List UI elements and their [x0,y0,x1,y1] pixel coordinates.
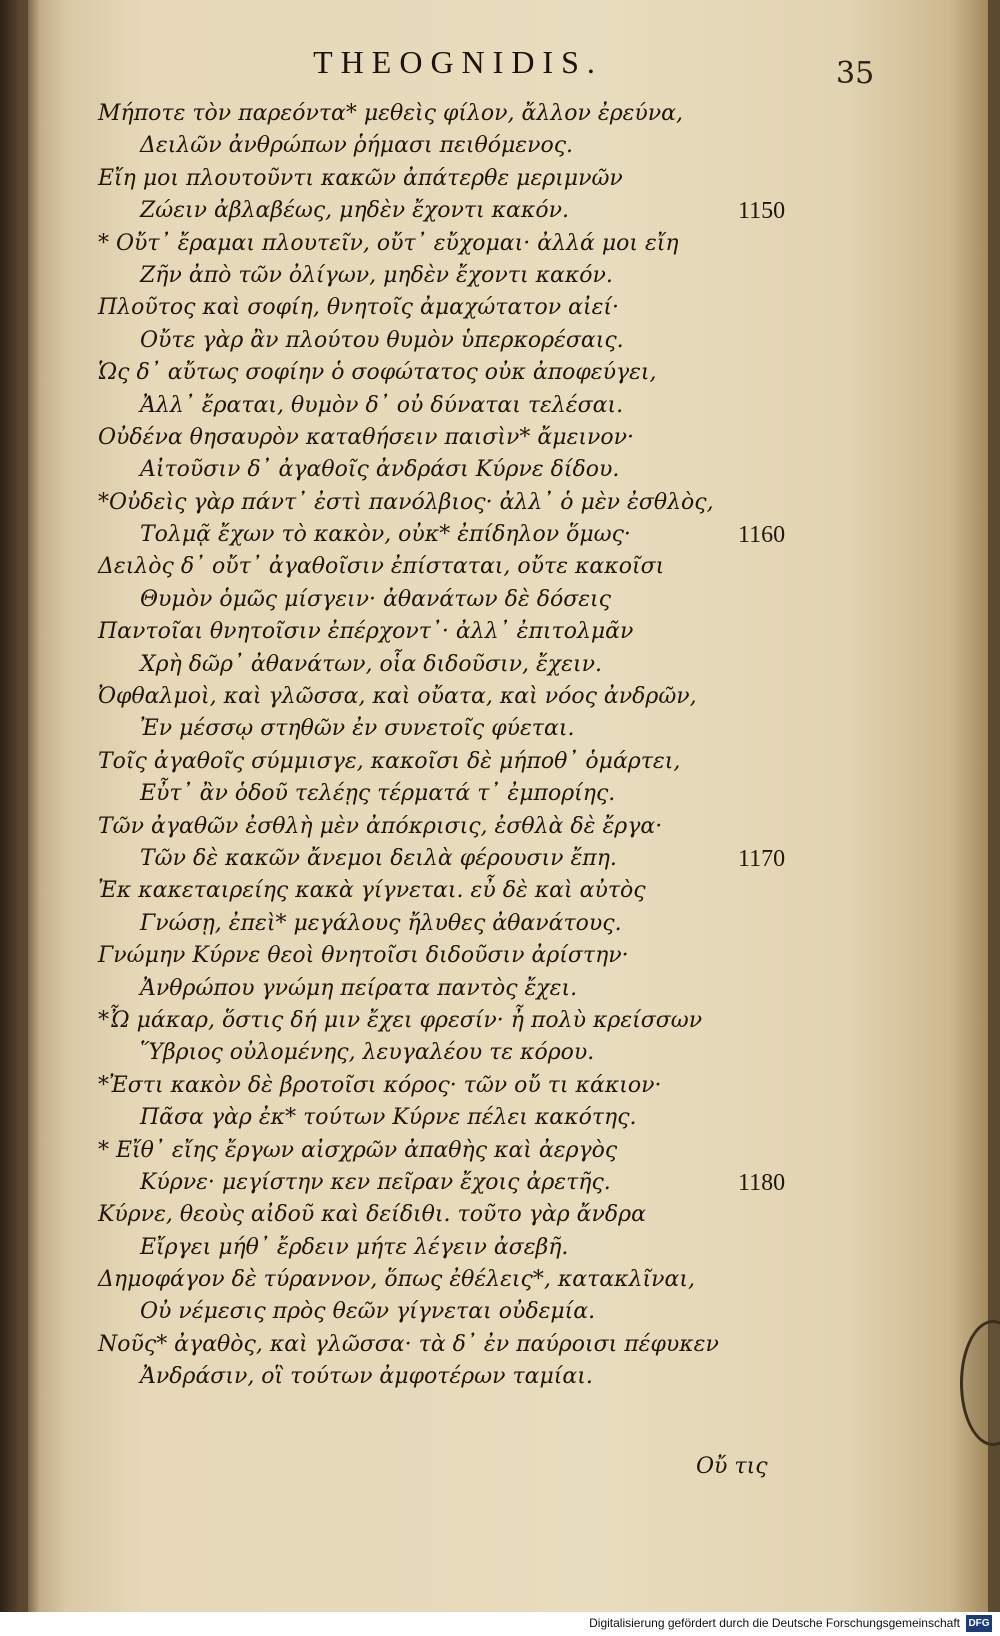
verse-text: Γνώσῃ, ἐπεὶ* μεγάλους ἤλυθες ἀθανάτους. [140,910,622,936]
verse-line [98,1070,958,1102]
verse-line [98,681,958,713]
verse-text: Τῶν δὲ κακῶν ἄνεμοι δειλὰ φέρουσιν ἔπη. [140,845,617,871]
digitization-footer [0,1612,1000,1636]
verse-text: Ἀνδράσιν, οἳ τούτων ἀμφοτέρων ταμίαι. [140,1364,593,1390]
verse-line [98,390,958,422]
verse-line [98,778,958,810]
verse-line [98,228,958,260]
verse-line [98,1232,958,1264]
verse-text: Ἐν μέσσῳ στηθῶν ἐν συνετοῖς φύεται. [140,716,575,742]
verse-text: Χρὴ δῶρ᾽ ἀθανάτων, οἷα διδοῦσιν, ἔχειν. [140,651,602,677]
verse-text: Παντοῖαι θνητοῖσιν ἐπέρχοντ᾽· ἀλλ᾽ ἐπιτολμᾶν [98,619,634,645]
verse-text: Δειλὸς δ᾽ οὔτ᾽ ἀγαθοῖσιν ἐπίσταται, οὔτε κακοῖσι [98,554,665,580]
verse-line [98,940,958,972]
verse-text: Τοῖς ἀγαθοῖς σύμμισγε, κακοῖσι δὲ μήποθ᾽ ὁμάρτει, [98,748,681,774]
verse-line [98,843,958,875]
verse-line [98,454,958,486]
verse-line [98,422,958,454]
verse-text: Τῶν ἀγαθῶν ἐσθλὴ μὲν ἀπόκρισις, ἐσθλὰ δὲ ἔργα· [98,813,663,839]
verse-line [98,1005,958,1037]
verse-text: Οὐ νέμεσις πρὸς θεῶν γίγνεται οὐδεμία. [140,1299,596,1325]
footer-credit: Digitalisierung gefördert durch die Deutsche Forschungsgemeinschaft [589,1616,960,1630]
verse-text: Εἴργει μήθ᾽ ἔρδειν μήτε λέγειν ἀσεβῆ. [140,1234,569,1260]
verse-line [98,908,958,940]
running-title: THEOGNIDIS. [313,44,603,80]
verse-line [98,1361,958,1393]
verse-text: Ὡς δ᾽ αὔτως σοφίην ὁ σοφώτατος οὐκ ἀποφεύγει, [98,360,657,386]
verse-line [98,130,958,162]
verse-block [98,98,958,1394]
verse-text: Εἴη μοι πλουτοῦντι κακῶν ἀπάτερθε μεριμνῶν [98,165,623,191]
verse-line [98,875,958,907]
verse-number: 1180 [738,1169,786,1196]
spine-shadow [0,0,40,1612]
verse-line [98,487,958,519]
verse-text: Εὖτ᾽ ἂν ὁδοῦ τελέῃς τέρματά τ᾽ ἐμπορίης. [140,781,616,807]
verse-line [98,713,958,745]
verse-line [98,973,958,1005]
verse-text: Ὀφθαλμοὶ, καὶ γλῶσσα, καὶ οὔατα, καὶ νόος ἀνδρῶν, [98,684,697,710]
verse-text: Δημοφάγον δὲ τύραννον, ὅπως ἐθέλεις*, κατακλῖναι, [98,1267,696,1293]
verse-line [98,1037,958,1069]
verse-number: 1170 [738,845,786,872]
verse-text: Θυμὸν ὁμῶς μίσγειν· ἀθανάτων δὲ δόσεις [140,586,611,612]
verse-line [98,649,958,681]
verse-text: * Εἴθ᾽ εἴης ἔργων αἰσχρῶν ἀπαθὴς καὶ ἀεργὸς [98,1137,618,1163]
verse-line [98,1329,958,1361]
paper-sheet [28,0,988,1612]
verse-text: *Ὦ μάκαρ, ὅστις δή μιν ἔχει φρεσίν· ἦ πολὺ κρείσσων [98,1007,703,1033]
verse-text: Ἀνθρώπου γνώμη πείρατα παντὸς ἔχει. [140,975,578,1001]
verse-text: Οὔτε γὰρ ἂν πλούτου θυμὸν ὑπερκορέσαις. [140,327,624,353]
verse-text: Νοῦς* ἀγαθὸς, καὶ γλῶσσα· τὰ δ᾽ ἐν παύροισι πέφυκεν [98,1331,719,1357]
verse-text: Κύρνε, θεοὺς αἰδοῦ καὶ δείδιθι. τοῦτο γὰρ ἄνδρα [98,1202,646,1228]
page-number: 35 [836,56,875,91]
verse-number: 1160 [738,522,786,549]
verse-text: Οὐδένα θησαυρὸν καταθήσειν παισὶν* ἄμεινον· [98,424,634,450]
verse-text: Δειλῶν ἀνθρώπων ῥήμασι πειθόμενος. [140,133,574,159]
verse-line [98,1102,958,1134]
verse-text: Ἐκ κακεταιρείης κακὰ γίγνεται. εὖ δὲ καὶ αὐτὸς [98,878,646,904]
verse-line [98,1264,958,1296]
verse-line [98,260,958,292]
catchword: Οὔ τις [696,1454,768,1479]
verse-text: Τολμᾷ ἔχων τὸ κακὸν, οὐκ* ἐπίδηλον ὅμως· [140,522,631,548]
verse-text: Ζῆν ἀπὸ τῶν ὀλίγων, μηδὲν ἔχοντι κακόν. [140,262,613,288]
verse-text: Κύρνε· μεγίστην κεν πεῖραν ἔχοις ἀρετῆς. [140,1169,611,1195]
verse-text: Πλοῦτος καὶ σοφίη, θνητοῖς ἀμαχώτατον αἰεί· [98,295,619,321]
verse-text: Ὕβριος οὐλομένης, λευγαλέου τε κόρου. [140,1040,595,1066]
verse-line [98,163,958,195]
verse-text: Πᾶσα γὰρ ἐκ* τούτων Κύρνε πέλει κακότης. [140,1105,637,1131]
verse-text: Μήποτε τὸν παρεόντα* μεθεὶς φίλον, ἄλλον ἐρεύνα, [98,101,684,126]
verse-line [98,98,958,130]
verse-number: 1150 [738,198,786,225]
verse-line [98,519,958,551]
verse-line [98,1296,958,1328]
verse-line [98,1167,958,1199]
verse-line [98,195,958,227]
verse-text: Αἰτοῦσιν δ᾽ ἀγαθοῖς ἀνδράσι Κύρνε δίδου. [140,457,620,483]
verse-line [98,325,958,357]
verse-text: Ζώειν ἀβλαβέως, μηδὲν ἔχοντι κακόν. [140,198,569,224]
verse-text: Γνώμην Κύρνε θεοὶ θνητοῖσι διδοῦσιν ἀρίστην· [98,943,629,969]
verse-text: * Οὔτ᾽ ἔραμαι πλουτεῖν, οὔτ᾽ εὔχομαι· ἀλλά μοι εἴη [98,230,679,256]
verse-line [98,811,958,843]
verse-line [98,584,958,616]
verse-text: Ἀλλ᾽ ἔραται, θυμὸν δ᾽ οὐ δύναται τελέσαι. [140,392,624,418]
verse-line [98,357,958,389]
verse-line [98,746,958,778]
dfg-logo-icon: DFG [966,1615,992,1632]
verse-line [98,1135,958,1167]
verse-line [98,616,958,648]
verse-line [98,551,958,583]
verse-line [98,292,958,324]
verse-line [98,1199,958,1231]
verse-text: *Ἐστι κακὸν δὲ βροτοῖσι κόρος· τῶν οὔ τι κάκιον· [98,1072,662,1098]
verse-text: *Οὐδεὶς γὰρ πάντ᾽ ἐστὶ πανόλβιος· ἀλλ᾽ ὁ μὲν ἐσθλὸς, [98,489,714,515]
